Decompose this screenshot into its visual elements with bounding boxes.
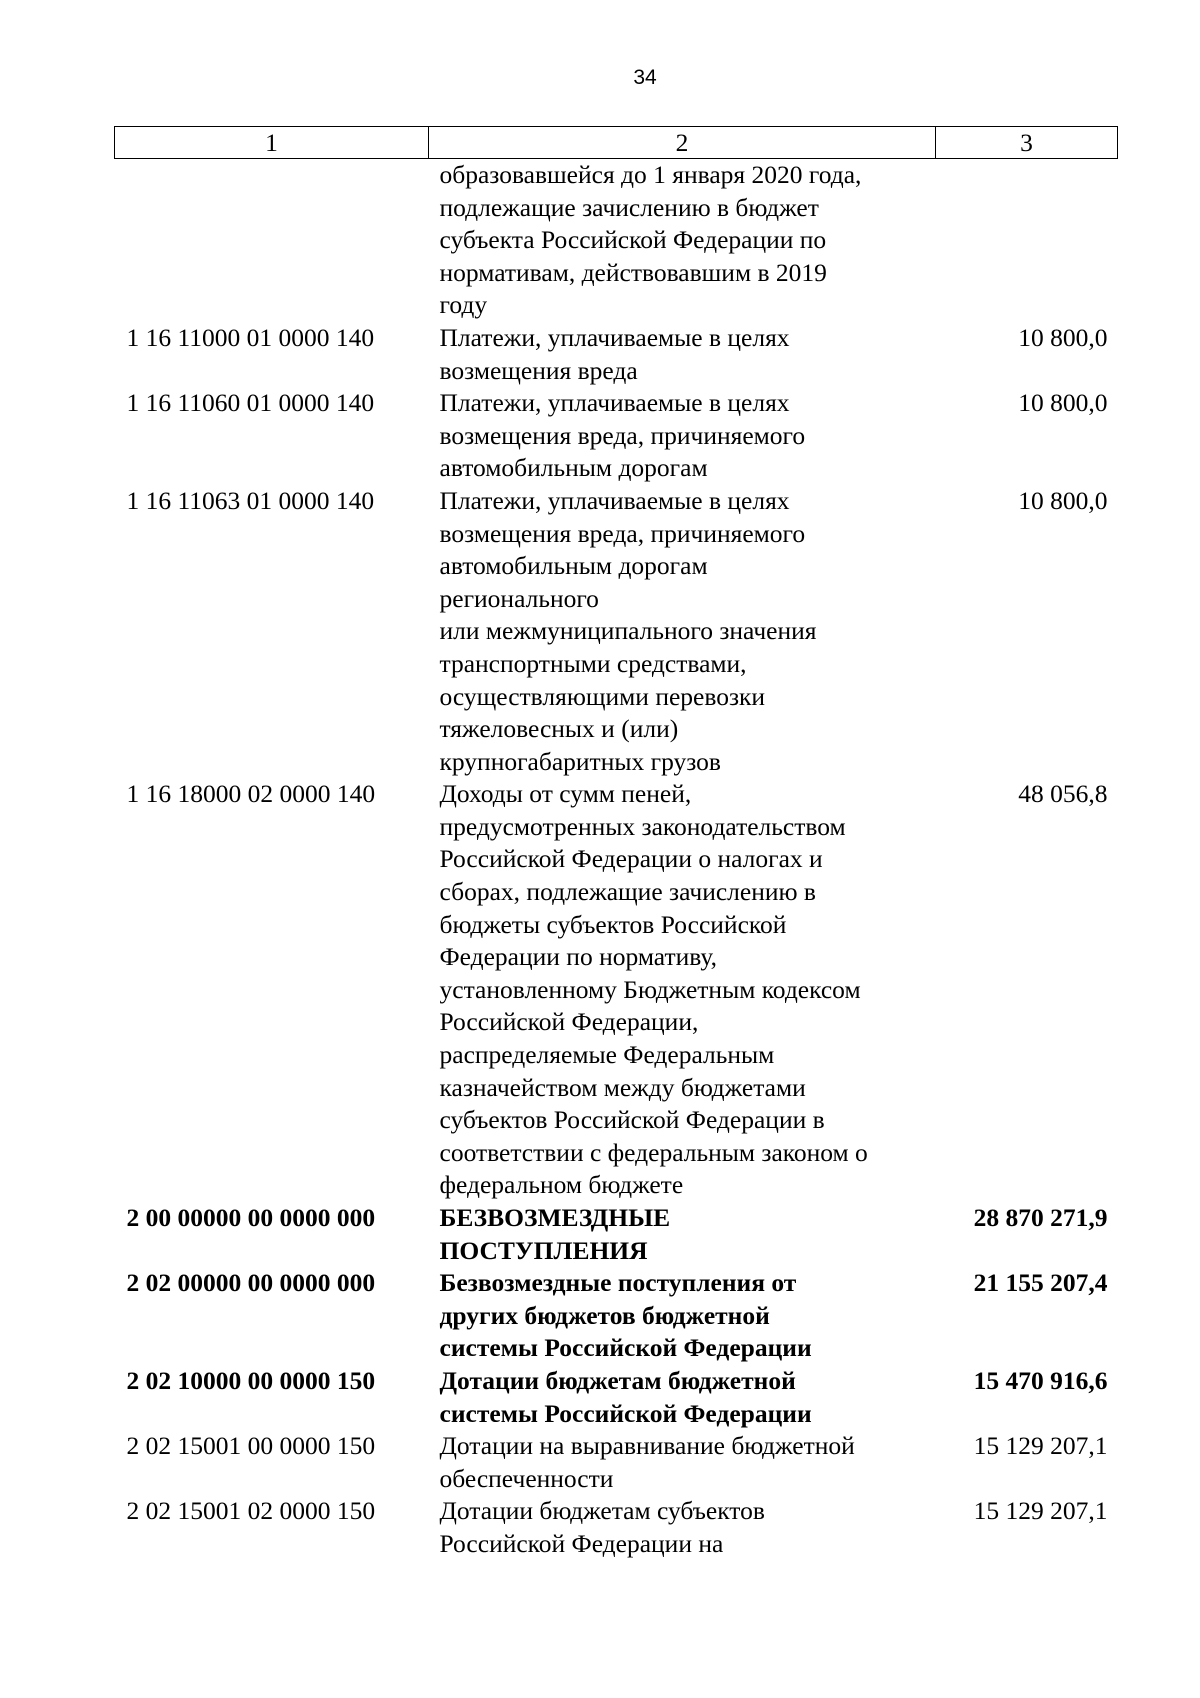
cell-name	[429, 1202, 936, 1267]
cell-amount: 21 155 207,4	[973, 1268, 1108, 1298]
cell-name-line: регионального	[439, 583, 599, 613]
page-number: 34	[633, 66, 657, 89]
cell-name-line: Безвозмездные поступления от	[439, 1268, 797, 1298]
cell-code: 1 16 11000 01 0000 140	[126, 322, 375, 352]
cell-name	[429, 1267, 936, 1365]
cell-name-line: году	[439, 290, 488, 320]
cell-code: 1 16 18000 02 0000 140	[126, 779, 376, 809]
cell-name-line: казначейством между бюджетами	[439, 1072, 806, 1102]
cell-name-line: федеральном бюджете	[439, 1170, 684, 1200]
cell-name-line: системы Российской Федерации	[439, 1333, 812, 1363]
cell-name-line: или межмуниципального значения	[439, 616, 817, 646]
cell-amount: 10 800,0	[1018, 388, 1108, 418]
cell-code: 1 16 11063 01 0000 140	[126, 485, 375, 515]
column-header-code: 1	[115, 127, 429, 159]
cell-name-line: нормативам, действовавшим в 2019	[439, 257, 827, 287]
cell-name-line: Дотации на выравнивание бюджетной	[439, 1431, 855, 1461]
cell-name-line: Российской Федерации,	[439, 1007, 699, 1037]
cell-name-line: Российской Федерации на	[439, 1528, 724, 1558]
table-row	[115, 778, 1118, 1202]
table-row	[115, 485, 1118, 778]
cell-name-line: Федерации по нормативу,	[439, 942, 717, 972]
cell-name-line: распределяемые Федеральным	[439, 1040, 775, 1070]
cell-name	[429, 387, 936, 485]
table-row	[115, 159, 1118, 322]
cell-name-line: Платежи, уплачиваемые в целях	[439, 388, 790, 418]
cell-amount: 15 129 207,1	[973, 1431, 1108, 1461]
cell-name-line: бюджеты субъектов Российской	[439, 909, 787, 939]
cell-code: 1 16 11060 01 0000 140	[126, 388, 375, 418]
cell-amount	[936, 159, 1118, 322]
cell-name	[429, 778, 936, 1202]
table-body	[115, 159, 1118, 1561]
cell-name-line: соответствии с федеральным законом о	[439, 1137, 868, 1167]
cell-name	[429, 1495, 936, 1560]
cell-name-line: подлежащие зачислению в бюджет	[439, 192, 819, 222]
table-row	[115, 387, 1118, 485]
cell-name-line: автомобильным дорогам	[439, 551, 708, 581]
cell-name	[429, 1430, 936, 1495]
cell-name-line: Платежи, уплачиваемые в целях	[439, 485, 790, 515]
cell-code: 2 02 10000 00 0000 150	[126, 1365, 376, 1395]
cell-amount: 48 056,8	[1018, 779, 1108, 809]
table-row	[115, 322, 1118, 387]
cell-name-line: транспортными средствами,	[439, 648, 747, 678]
table-row	[115, 1430, 1118, 1495]
cell-name-line: автомобильным дорогам	[439, 453, 708, 483]
cell-name-line: образовавшейся до 1 января 2020 года,	[439, 160, 862, 189]
cell-name-line: возмещения вреда, причиняемого	[439, 420, 806, 450]
cell-name-line: БЕЗВОЗМЕЗДНЫЕ	[439, 1203, 671, 1232]
table-header	[115, 127, 1118, 159]
cell-amount: 15 470 916,6	[973, 1365, 1108, 1395]
cell-name-line: обеспеченности	[439, 1463, 614, 1493]
header-row	[115, 127, 1118, 159]
cell-name-line: крупногабаритных грузов	[439, 746, 721, 776]
cell-name-line: возмещения вреда	[439, 355, 638, 385]
cell-name-line: Дотации бюджетам бюджетной	[439, 1365, 796, 1395]
cell-name	[429, 485, 936, 778]
cell-code: 2 00 00000 00 0000 000	[126, 1203, 376, 1232]
table-row	[115, 1365, 1118, 1430]
cell-name-line: возмещения вреда, причиняемого	[439, 518, 806, 548]
cell-name-line: ПОСТУПЛЕНИЯ	[439, 1235, 648, 1265]
cell-name-line: установленному Бюджетным кодексом	[439, 974, 861, 1004]
cell-amount: 28 870 271,9	[973, 1203, 1108, 1232]
cell-code: 2 02 15001 00 0000 150	[126, 1431, 376, 1461]
cell-name-line: предусмотренных законодательством	[439, 811, 846, 841]
cell-name-line: системы Российской Федерации	[439, 1398, 812, 1428]
cell-name-line: сборах, подлежащие зачислению в	[439, 877, 816, 907]
cell-code: 2 02 15001 02 0000 150	[126, 1496, 376, 1526]
column-header-amount: 3	[936, 127, 1118, 159]
cell-name	[429, 159, 936, 322]
cell-name-line: Дотации бюджетам субъектов	[439, 1496, 765, 1526]
cell-name-line: осуществляющими перевозки	[439, 681, 766, 711]
cell-name	[429, 322, 936, 387]
cell-amount: 10 800,0	[1018, 322, 1108, 352]
table-row	[115, 1495, 1118, 1560]
cell-name-line: других бюджетов бюджетной	[439, 1300, 770, 1330]
table-row	[115, 1267, 1118, 1365]
column-header-name: 2	[429, 127, 936, 159]
table-row	[115, 1202, 1118, 1267]
cell-name-line: субъектов Российской Федерации в	[439, 1105, 825, 1135]
cell-code	[115, 159, 429, 322]
cell-code: 2 02 00000 00 0000 000	[126, 1268, 376, 1298]
cell-amount: 10 800,0	[1018, 485, 1108, 515]
cell-name-line: Платежи, уплачиваемые в целях	[439, 322, 790, 352]
cell-name-line: Российской Федерации о налогах и	[439, 844, 823, 874]
cell-amount: 15 129 207,1	[973, 1496, 1108, 1526]
cell-name-line: Доходы от сумм пеней,	[439, 779, 692, 809]
budget-table	[114, 126, 1118, 1561]
cell-name	[429, 1365, 936, 1430]
cell-name-line: субъекта Российской Федерации по	[439, 225, 827, 255]
cell-name-line: тяжеловесных и (или)	[439, 714, 679, 744]
